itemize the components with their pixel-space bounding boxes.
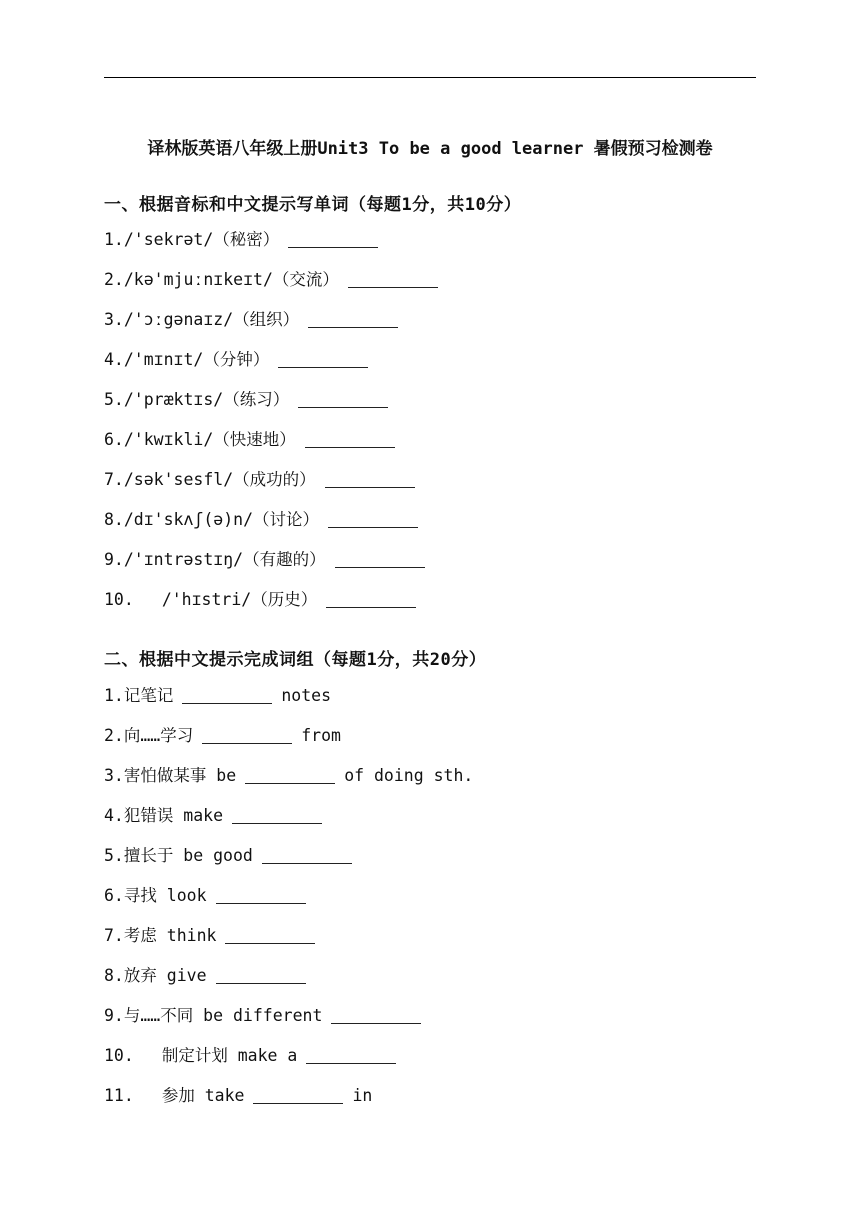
document-title: 译林版英语八年级上册Unit3 To be a good learner 暑假预习检测卷 <box>147 139 713 159</box>
s1-item-1 <box>104 229 387 251</box>
item-prompt: 制定计划 make a <box>161 1046 298 1065</box>
s2-item-6 <box>104 885 315 907</box>
item-prompt: 参加 take <box>161 1086 245 1105</box>
answer-blank[interactable] <box>202 743 292 744</box>
s1-item-10 <box>104 589 425 611</box>
s2-item-4 <box>104 805 331 827</box>
item-prompt: /'ɪntrəstɪŋ/（有趣的） <box>123 550 326 569</box>
answer-blank[interactable] <box>278 367 368 368</box>
item-prompt: 害怕做某事 be <box>123 766 237 785</box>
s2-item-3 <box>104 765 473 787</box>
s1-item-5 <box>104 389 397 411</box>
item-prompt: /'sekrət/（秘密） <box>123 230 280 249</box>
item-prompt: /dɪ'skʌʃ(ə)n/（讨论） <box>123 510 320 529</box>
item-suffix: from <box>301 726 341 745</box>
item-number: 1. <box>104 230 124 249</box>
item-prompt: 考虑 think <box>123 926 217 945</box>
s2-item-11 <box>104 1085 372 1107</box>
answer-blank[interactable] <box>305 447 395 448</box>
item-number: 9. <box>104 1006 124 1025</box>
answer-blank[interactable] <box>232 823 322 824</box>
item-number: 6. <box>104 430 124 449</box>
answer-blank[interactable] <box>245 783 335 784</box>
item-number: 10. <box>104 590 134 609</box>
s1-item-2 <box>104 269 447 291</box>
item-prompt: /'mɪnɪt/（分钟） <box>123 350 270 369</box>
s2-item-5 <box>104 845 361 867</box>
item-number: 7. <box>104 470 124 489</box>
answer-blank[interactable] <box>298 407 388 408</box>
answer-blank[interactable] <box>325 487 415 488</box>
item-prompt: /'præktɪs/（练习） <box>123 390 290 409</box>
item-prompt: /sək'sesfl/（成功的） <box>123 470 316 489</box>
item-number: 10. <box>104 1046 134 1065</box>
item-number: 8. <box>104 510 124 529</box>
s2-item-8 <box>104 965 315 987</box>
answer-blank[interactable] <box>216 983 306 984</box>
answer-blank[interactable] <box>308 327 398 328</box>
s2-item-2 <box>104 725 341 747</box>
answer-blank[interactable] <box>335 567 425 568</box>
item-number: 5. <box>104 390 124 409</box>
item-number: 3. <box>104 766 124 785</box>
item-prompt: 向……学习 <box>123 726 194 745</box>
item-prompt: 寻找 look <box>123 886 207 905</box>
item-suffix: of doing sth. <box>344 766 474 785</box>
s1-item-3 <box>104 309 407 331</box>
answer-blank[interactable] <box>348 287 438 288</box>
s2-item-9 <box>104 1005 430 1027</box>
answer-blank[interactable] <box>328 527 418 528</box>
s1-item-6 <box>104 429 404 451</box>
item-prompt: /'ɔːgənaɪz/（组织） <box>123 310 300 329</box>
answer-blank[interactable] <box>331 1023 421 1024</box>
answer-blank[interactable] <box>326 607 416 608</box>
item-number: 4. <box>104 806 124 825</box>
answer-blank[interactable] <box>182 703 272 704</box>
s2-item-7 <box>104 925 324 947</box>
item-prompt: 与……不同 be different <box>123 1006 323 1025</box>
item-number: 4. <box>104 350 124 369</box>
item-number: 2. <box>104 726 124 745</box>
answer-blank[interactable] <box>253 1103 343 1104</box>
s1-item-4 <box>104 349 377 371</box>
item-prompt: 放弃 give <box>123 966 207 985</box>
item-number: 7. <box>104 926 124 945</box>
item-prompt: 犯错误 make <box>123 806 224 825</box>
item-number: 6. <box>104 886 124 905</box>
item-number: 2. <box>104 270 124 289</box>
answer-blank[interactable] <box>225 943 315 944</box>
s1-item-7 <box>104 469 424 491</box>
s1-item-8 <box>104 509 427 531</box>
item-number: 1. <box>104 686 124 705</box>
answer-blank[interactable] <box>288 247 378 248</box>
answer-blank[interactable] <box>306 1063 396 1064</box>
item-number: 9. <box>104 550 124 569</box>
s2-item-1 <box>104 685 331 707</box>
item-suffix: in <box>352 1086 373 1105</box>
item-prompt: /'hɪstri/（历史） <box>161 590 318 609</box>
s2-item-10 <box>104 1045 405 1067</box>
answer-blank[interactable] <box>216 903 306 904</box>
s1-item-9 <box>104 549 434 571</box>
item-prompt: 记笔记 <box>123 686 174 705</box>
item-number: 8. <box>104 966 124 985</box>
section-1-heading: 一、根据音标和中文提示写单词（每题1分，共10分） <box>104 195 522 215</box>
item-number: 5. <box>104 846 124 865</box>
item-number: 3. <box>104 310 124 329</box>
item-prompt: /'kwɪkli/（快速地） <box>123 430 296 449</box>
section-2-heading: 二、根据中文提示完成词组（每题1分，共20分） <box>104 650 487 670</box>
header-rule <box>104 77 756 78</box>
item-suffix: notes <box>281 686 332 705</box>
item-number: 11. <box>104 1086 134 1105</box>
item-prompt: /kə'mjuːnɪkeɪt/（交流） <box>123 270 339 289</box>
answer-blank[interactable] <box>262 863 352 864</box>
item-prompt: 擅长于 be good <box>123 846 253 865</box>
